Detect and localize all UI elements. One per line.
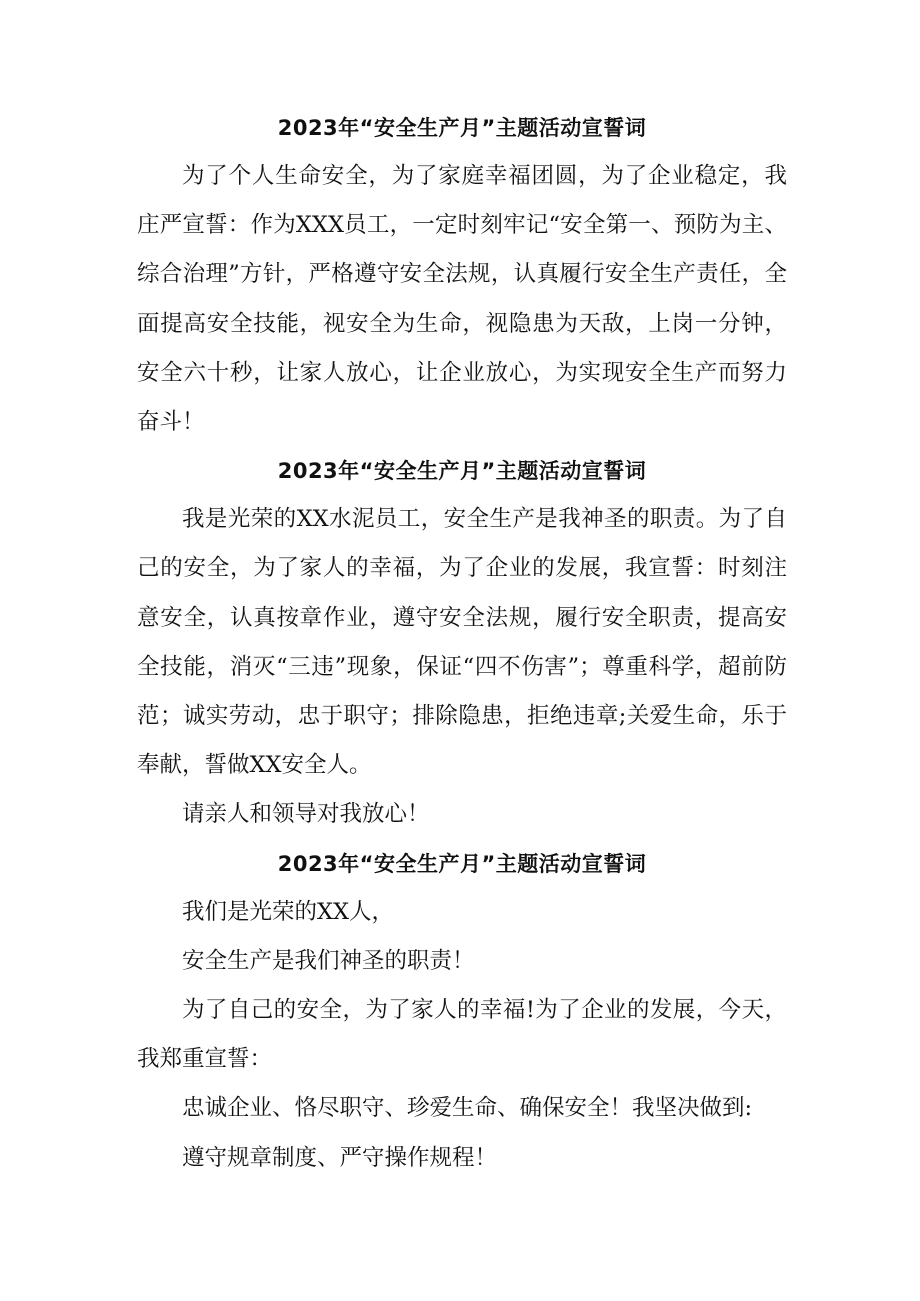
oath-section-1 [137, 104, 787, 447]
oath-line: 遵守规章制度、严守操作规程！ [182, 1144, 498, 1171]
section-title: 2023年“安全生产月”主题活动宣誓词 [277, 851, 647, 876]
document-page [137, 104, 787, 1183]
section-title: 2023年“安全生产月”主题活动宣誓词 [277, 459, 647, 484]
oath-paragraph: 我是光荣的XX水泥员工，安全生产是我神圣的职责。为了自己的安全，为了家人的幸福，为了企业的发展，我宣誓：时刻注意安全，认真按章作业，遵守安全法规，履行安全职责，提高安全技能，消灭“三违”现象，保证“四不伤害”；尊重科学，超前防范；诚实劳动，忠于职守；排除隐患，拒绝违章;关爱生命，乐于奉献，誓做XX安全人。 [137, 506, 787, 779]
oath-line: 为了自己的安全，为了家人的幸福!为了企业的发展，今天，我郑重宣誓： [137, 997, 787, 1073]
oath-line: 忠诚企业、恪尽职守、珍爱生命、确保安全！我坚决做到: [182, 1095, 753, 1122]
oath-line: 我们是光荣的XX人， [182, 898, 395, 925]
oath-section-3 [137, 840, 787, 1183]
oath-paragraph: 为了个人生命安全，为了家庭幸福团圆，为了企业稳定，我庄严宣誓：作为XXX员工，一定时刻牢记“安全第一、预防为主、综合治理”方针，严格遵守安全法规，认真履行安全生产责任，全面提高安全技能，视安全为生命，视隐患为天敌，上岗一分钟，安全六十秒，让家人放心，让企业放心，为实现安全生产而努力奋斗！ [137, 163, 787, 436]
oath-paragraph: 请亲人和领导对我放心！ [182, 801, 430, 828]
oath-line: 安全生产是我们神圣的职责！ [182, 947, 475, 974]
section-title: 2023年“安全生产月”主题活动宣誓词 [277, 116, 647, 140]
oath-section-2 [137, 447, 787, 839]
